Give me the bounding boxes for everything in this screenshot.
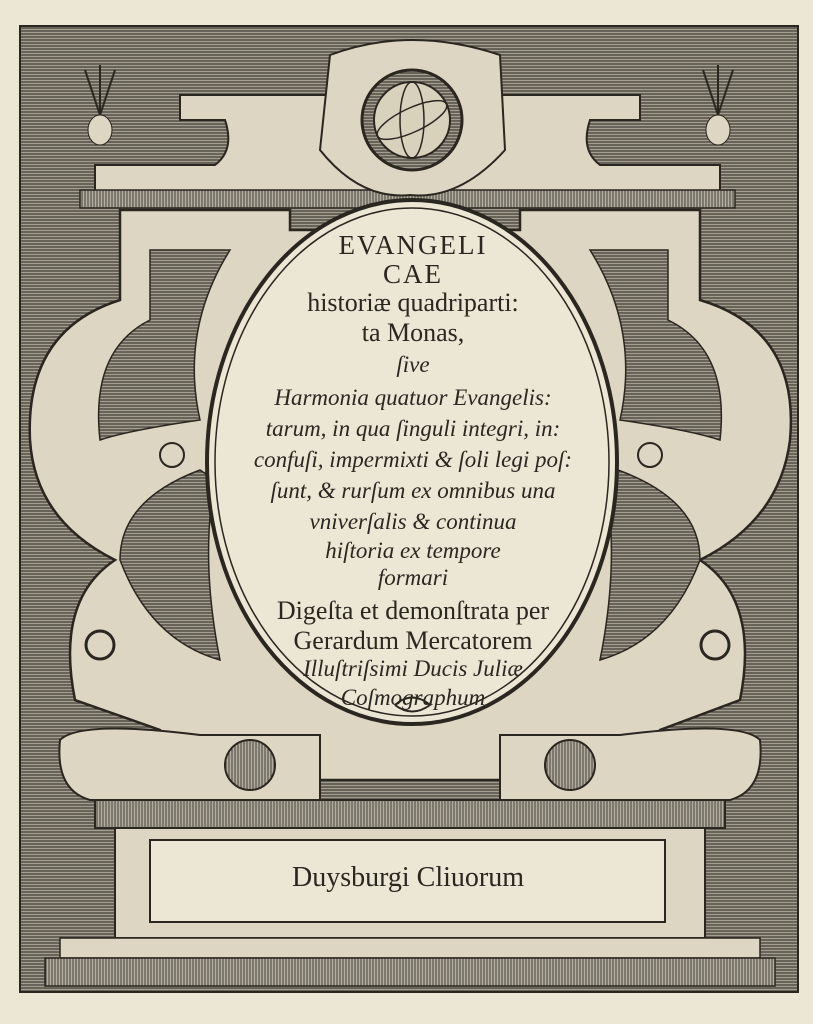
armillary-sphere-icon: [320, 40, 505, 195]
imprint: Duysburgi Cliuorum: [291, 862, 525, 893]
title-line: ſunt, & rurſum ex omnibus una: [270, 478, 556, 503]
title-line: CAE: [383, 259, 443, 289]
author-line: Digeſta et demonſtrata per: [276, 596, 550, 625]
title-line: historiæ quadriparti:: [307, 288, 519, 317]
title-line: Harmonia quatuor Evangelis:: [274, 385, 552, 410]
author-line: Coſmographum: [340, 685, 486, 710]
title-line: hiſtoria ex tempore: [325, 538, 501, 563]
author-line: Illuſtriſsimi Ducis Juliæ: [303, 656, 523, 681]
title-line: EVANGELI: [338, 230, 488, 260]
author-line: Gerardum Mercatorem: [293, 626, 533, 655]
title-line: vniverſalis & continua: [309, 509, 517, 534]
title-line: confuſi, impermixti & ſoli legi poſ:: [253, 447, 573, 472]
title-line: formari: [377, 565, 449, 590]
title-line: ſive: [396, 352, 430, 377]
title-line: tarum, in qua ſinguli integri, in:: [265, 416, 561, 441]
pedestal-cornice: [95, 800, 725, 828]
title-line: ta Monas,: [361, 318, 465, 347]
